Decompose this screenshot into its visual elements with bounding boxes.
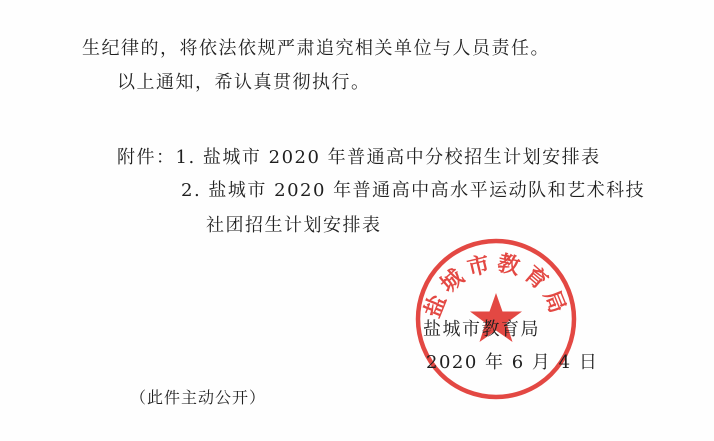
body-text-line-1: 生纪律的，将依法依规严肃追究相关单位与人员责任。: [82, 38, 550, 59]
svg-text:盐城市教育局: 盐城市教育局: [420, 250, 572, 322]
attachment-line-3: 社团招生计划安排表: [206, 215, 382, 236]
attachment-line-2: 2. 盐城市 2020 年普通高中高水平运动队和艺术科技: [181, 180, 646, 201]
body-text-line-2: 以上通知，希认真贯彻执行。: [117, 72, 371, 93]
signature-date: 2020 年 6 月 4 日: [426, 352, 599, 373]
attachment-line-1: 附件：1. 盐城市 2020 年普通高中分校招生计划安排表: [117, 147, 601, 168]
signature-organization: 盐城市教育局: [423, 319, 540, 340]
public-notice: （此件主动公开）: [130, 388, 267, 407]
